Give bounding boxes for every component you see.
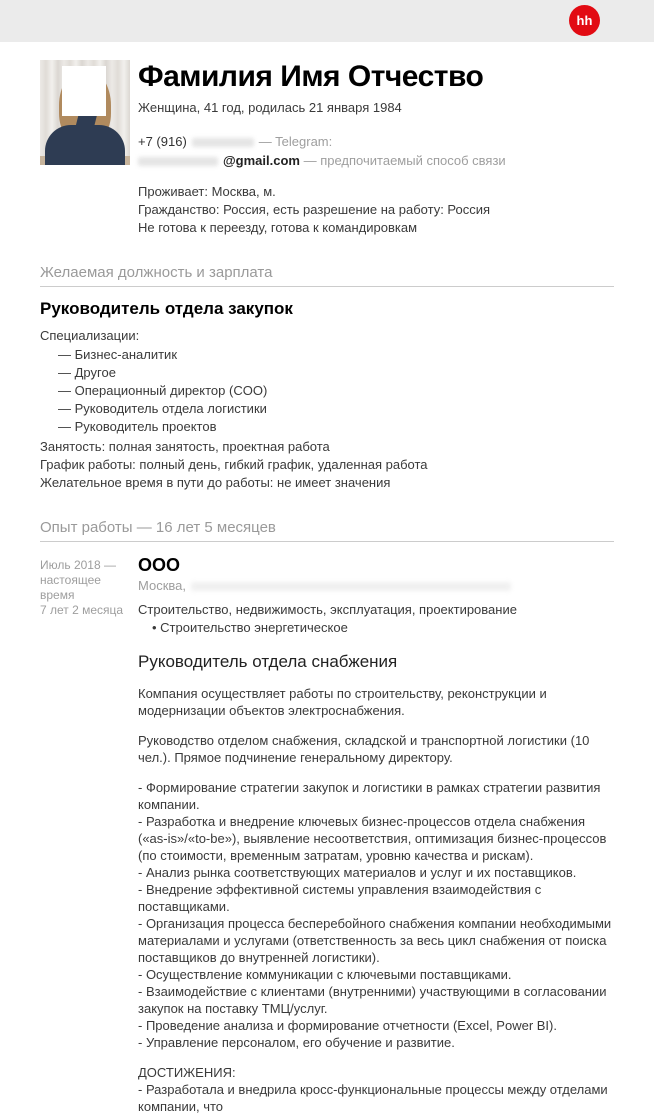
residence-block (138, 183, 614, 237)
company-city: Москва, (138, 578, 186, 593)
top-bar (0, 0, 654, 42)
candidate-name: Фамилия Имя Отчество (138, 60, 484, 93)
company-name: ООО (138, 555, 181, 575)
schedule: График работы: полный день, гибкий график, удаленная работа (40, 457, 428, 472)
email-note: — предпочитаемый способ связи (303, 153, 506, 168)
redacted-email-prefix (138, 157, 218, 166)
experience-period (40, 554, 138, 1115)
text-line: — Операционный директор (COO) (40, 382, 614, 400)
text-line: - Формирование стратегии закупок и логистики в рамках стратегии развития компании. (138, 780, 601, 812)
email-line (138, 151, 614, 170)
description-paragraph (138, 732, 614, 766)
text-line: - Разработала и внедрила кросс-функциональные процессы между отделами компании, что (138, 1082, 608, 1114)
text-line: Компания осуществляет работы по строительству, реконструкции и модернизации объектов электроснабжения. (138, 686, 547, 718)
description-paragraph (138, 685, 614, 719)
company-location (138, 578, 614, 593)
text-line: - Разработка и внедрение ключевых бизнес-процессов отдела снабжения («as-is»/«to-be»), выявление несоответствия, оптимизация бизнес-процессов (по стоимости, временным затратам, уровню качества и рискам). (138, 814, 607, 863)
text-line: — Руководитель отдела логистики (40, 400, 614, 418)
phone-line (138, 132, 614, 151)
phone-prefix: +7 (916) (138, 134, 187, 149)
photo-body (45, 125, 125, 165)
email-domain: @gmail.com (223, 153, 300, 168)
text-line: - Анализ рынка соответствующих материалов и услуг и их поставщиков. (138, 865, 577, 880)
text-line: - Управление персоналом, его обучение и развитие. (138, 1035, 455, 1050)
experience-details (138, 554, 614, 1115)
description-paragraph (138, 779, 614, 1051)
section-title-experience: Опыт работы — 16 лет 5 месяцев (40, 519, 614, 542)
text-line: Июль 2018 — (40, 558, 116, 572)
text-line: - Осуществление коммуникации с ключевыми поставщиками. (138, 967, 512, 982)
job-title: Руководитель отдела снабжения (138, 652, 398, 671)
personal-info: Женщина, 41 год, родилась 21 января 1984 (138, 100, 402, 115)
photo-face-cover (62, 66, 106, 116)
section-title-desired-position: Желаемая должность и зарплата (40, 264, 614, 287)
company-industry-sub: • Строительство энергетическое (138, 619, 614, 637)
contact-block (138, 132, 614, 170)
text-line: настоящее время (40, 573, 101, 602)
text-line: ДОСТИЖЕНИЯ: (138, 1065, 236, 1080)
description-paragraph (138, 1064, 614, 1115)
telegram-label: — Telegram: (258, 134, 333, 149)
candidate-photo (40, 60, 130, 165)
text-line: - Взаимодействие с клиентами (внутренними) участвующими в согласовании закупок на поставку ТМЦ/услуг. (138, 984, 607, 1016)
redacted-company-info (191, 582, 511, 591)
company-industry: Строительство, недвижимость, эксплуатация, проектирование (138, 602, 517, 617)
text-line: - Организация процесса бесперебойного снабжения компании необходимыми материалами и услугами (ответственность за весь цикл снабжения от поиска поставщиков до внутренней логистики). (138, 916, 612, 965)
hh-logo[interactable]: hh (569, 5, 600, 36)
citizenship: Гражданство: Россия, есть разрешение на работу: Россия (138, 202, 491, 217)
text-line: - Проведение анализа и формирование отчетности (Excel, Power BI). (138, 1018, 557, 1033)
relocation: Не готова к переезду, готова к командировкам (138, 220, 418, 235)
resume-content (0, 42, 654, 1115)
specializations-label: Специализации: (40, 328, 140, 343)
text-line: — Бизнес-аналитик (40, 346, 614, 364)
desired-position: Руководитель отдела закупок (40, 299, 293, 318)
text-line: - Внедрение эффективной системы управления взаимодействия с поставщиками. (138, 882, 542, 914)
text-line: Руководство отделом снабжения, складской и транспортной логистики (10 чел.). Прямое подчинение генеральному директору. (138, 733, 590, 765)
text-line: — Руководитель проектов (40, 418, 614, 436)
specializations-list (40, 346, 614, 436)
text-line: — Другое (40, 364, 614, 382)
residence: Проживает: Москва, м. (138, 184, 276, 199)
header-info (138, 58, 614, 237)
employment: Занятость: полная занятость, проектная работа (40, 439, 330, 454)
job-description (138, 685, 614, 1115)
text-line: 7 лет 2 месяца (40, 603, 124, 617)
commute: Желательное время в пути до работы: не имеет значения (40, 475, 391, 490)
resume-header (40, 58, 614, 237)
redacted-phone-digits (192, 138, 254, 147)
experience-entry (40, 554, 614, 1115)
